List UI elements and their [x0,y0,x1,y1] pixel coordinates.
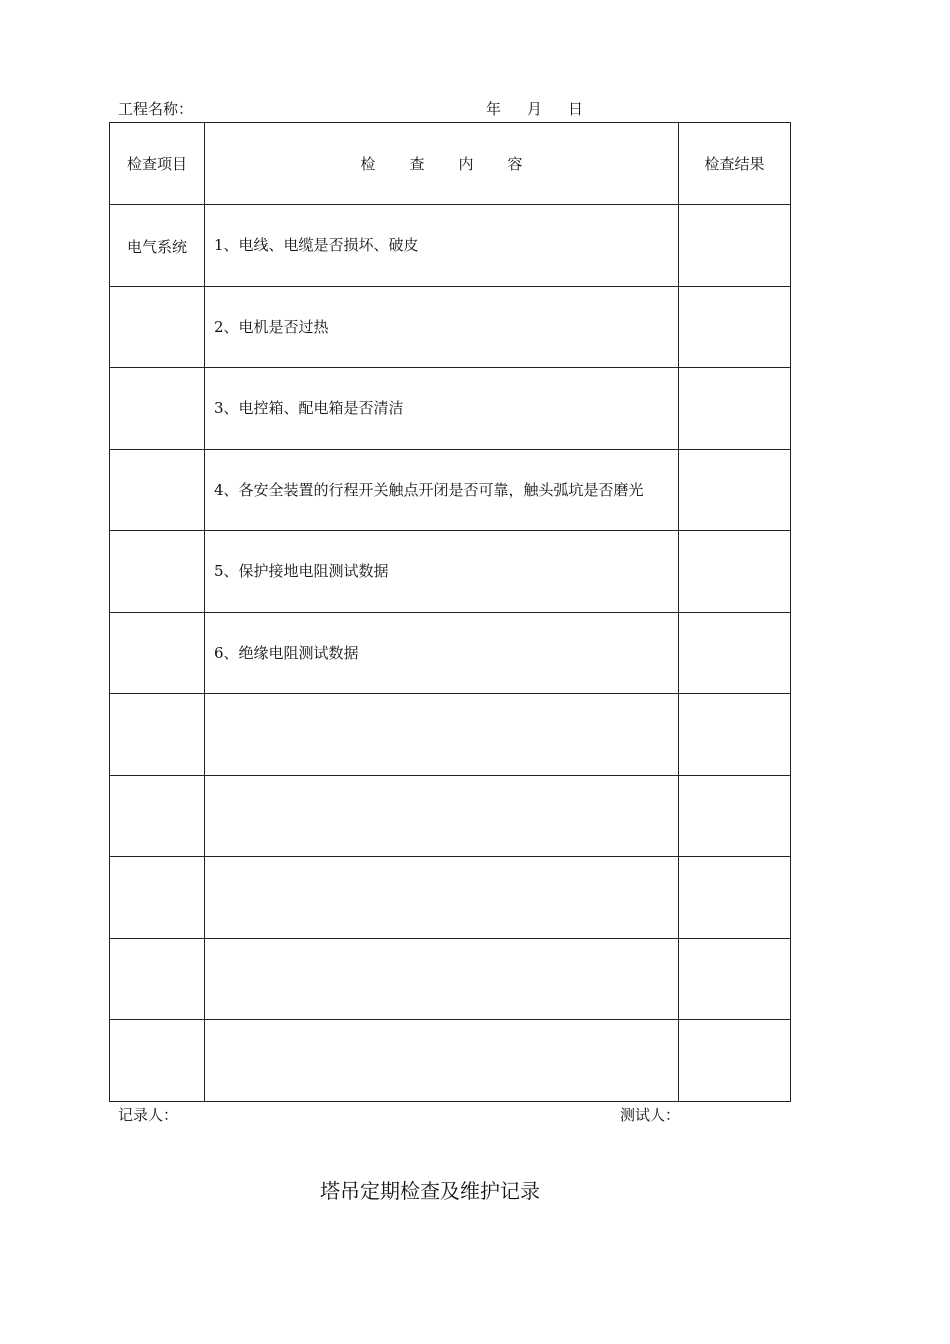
inspection-item-cell [110,286,205,368]
inspection-content-cell: 6、绝缘电阻测试数据 [205,612,679,694]
inspection-content-cell: 4、各安全装置的行程开关触点开闭是否可靠，触头弧坑是否磨光 [205,449,679,531]
inspection-result-cell[interactable] [679,775,791,857]
inspection-content-cell [205,857,679,939]
inspection-result-cell[interactable] [679,205,791,287]
inspection-item-cell [110,938,205,1020]
inspection-item-cell [110,857,205,939]
date-day-label: 日 [568,100,584,118]
document-title: 塔吊定期检查及维护记录 [320,1179,540,1203]
inspection-content-cell: 3、电控箱、配电箱是否清洁 [205,368,679,450]
inspection-item-cell: 电气系统 [110,205,205,287]
date-month-label: 月 [527,100,543,118]
project-name-label: 工程名称： [118,100,194,118]
table-row [110,938,791,1020]
inspection-content-cell: 5、保护接地电阻测试数据 [205,531,679,613]
table-row [110,775,791,857]
inspection-item-cell [110,368,205,450]
inspection-table [109,122,791,1102]
form-header [118,98,798,120]
inspection-result-cell[interactable] [679,938,791,1020]
inspection-item-cell [110,449,205,531]
column-header-result: 检查结果 [679,123,791,205]
table-row [110,531,791,613]
inspection-result-cell[interactable] [679,694,791,776]
inspection-result-cell[interactable] [679,368,791,450]
table-row [110,857,791,939]
column-header-content-char: 内 [458,155,474,173]
inspection-content-cell [205,694,679,776]
inspection-item-cell [110,531,205,613]
form-footer [118,1104,798,1126]
inspection-item-cell [110,1020,205,1102]
inspection-item-cell [110,775,205,857]
table-row [110,368,791,450]
inspection-result-cell[interactable] [679,531,791,613]
table-row [110,449,791,531]
date-year-label: 年 [486,100,502,118]
inspection-item-cell [110,694,205,776]
recorder-label: 记录人： [118,1106,179,1124]
inspection-result-cell[interactable] [679,612,791,694]
column-header-item: 检查项目 [110,123,205,205]
column-header-content-char: 容 [507,155,523,173]
inspection-content-cell [205,1020,679,1102]
inspection-content-cell: 1、电线、电缆是否损坏、破皮 [205,205,679,287]
inspection-item-cell [110,612,205,694]
inspection-result-cell[interactable] [679,286,791,368]
table-header-row [110,123,791,205]
column-header-content [205,123,679,205]
table-row [110,286,791,368]
inspection-result-cell[interactable] [679,1020,791,1102]
column-header-content-char: 检 [360,155,376,173]
table-row [110,205,791,287]
inspection-content-cell [205,775,679,857]
column-header-content-char: 查 [409,155,425,173]
tester-label: 测试人： [620,1106,681,1124]
table-row [110,612,791,694]
table-row [110,694,791,776]
inspection-content-cell [205,938,679,1020]
date-line [486,98,583,119]
inspection-content-cell: 2、电机是否过热 [205,286,679,368]
table-row [110,1020,791,1102]
inspection-result-cell[interactable] [679,857,791,939]
inspection-result-cell[interactable] [679,449,791,531]
